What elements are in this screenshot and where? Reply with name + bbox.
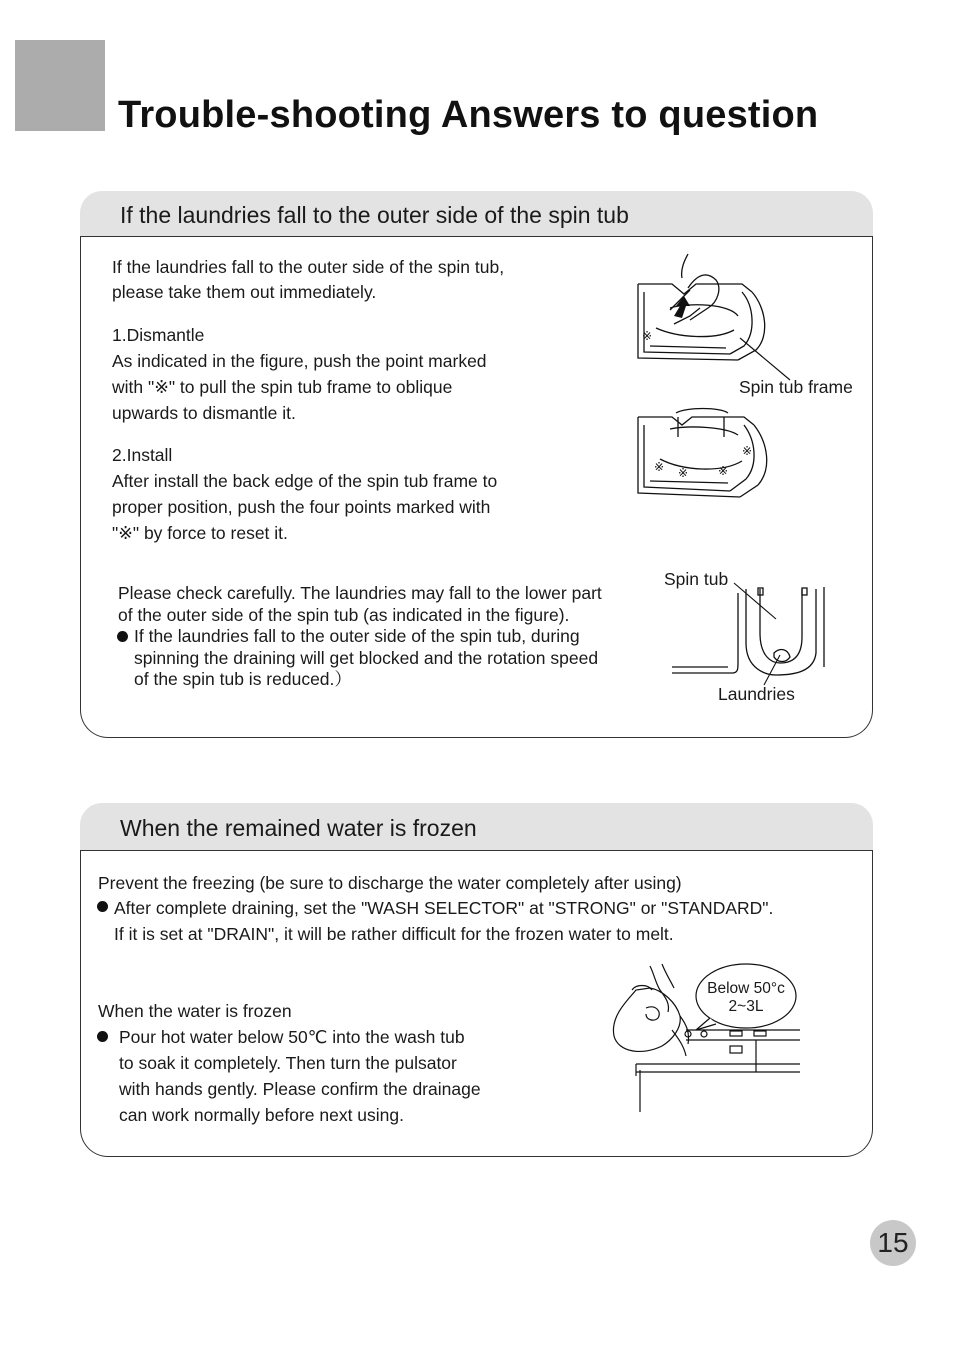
- bubble-volume: 2~3L: [728, 998, 764, 1015]
- prevent-heading: Prevent the freezing (be sure to discharge the water completely after using): [98, 873, 682, 893]
- dismantle-line: with "※" to pull the spin tub frame to oblique: [112, 377, 453, 397]
- section-frozen-header: [80, 803, 873, 851]
- asterisk-mark: ※: [654, 460, 665, 474]
- bullet-dot: [117, 631, 128, 642]
- section-laundries-title: If the laundries fall to the outer side of the spin tub: [120, 202, 629, 228]
- frozen-bullet-line: can work normally before next using.: [119, 1105, 404, 1125]
- frozen-bullet-line: Pour hot water below 50℃ into the wash tub: [119, 1027, 465, 1047]
- prevent-bullet-block: [114, 895, 773, 947]
- install-line: After install the back edge of the spin tub frame to: [112, 471, 498, 491]
- check-bullet-line: If the laundries fall to the outer side of the spin tub, during: [134, 626, 580, 646]
- check-bullet-line: spinning the draining will get blocked and the rotation speed: [134, 647, 599, 668]
- section-frozen-title: When the remained water is frozen: [120, 815, 477, 841]
- frozen-heading: When the water is frozen: [98, 1001, 292, 1021]
- dismantle-heading: 1.Dismantle: [112, 325, 205, 345]
- spin-tub-label: Spin tub: [664, 569, 729, 589]
- check-line: of the outer side of the spin tub (as indicated in the figure).: [118, 604, 570, 625]
- install-block: [112, 442, 497, 546]
- asterisk-mark: ※: [642, 329, 653, 343]
- header-decoration-square: [15, 40, 105, 131]
- laundries-label: Laundries: [718, 684, 795, 704]
- spin-tub-section-figure: [668, 583, 838, 683]
- bullet-dot: [97, 901, 108, 912]
- prevent-bullet-line: After complete draining, set the "WASH SELECTOR" at "STRONG" or "STANDARD".: [114, 898, 774, 918]
- asterisk-mark: ※: [718, 464, 729, 478]
- temperature-bubble: [704, 980, 788, 1016]
- bullet-dot: [97, 1031, 108, 1042]
- frozen-bullet-line: with hands gently. Please confirm the drainage: [119, 1079, 481, 1099]
- install-line: proper position, push the four points marked with: [112, 497, 491, 517]
- dismantle-line: upwards to dismantle it.: [112, 403, 296, 423]
- install-figure: [630, 405, 780, 505]
- intro-text: [112, 255, 504, 305]
- intro-line: please take them out immediately.: [112, 282, 377, 302]
- dismantle-line: As indicated in the figure, push the point marked: [112, 351, 487, 371]
- bubble-temp: Below 50°c: [707, 980, 785, 997]
- install-heading: 2.Install: [112, 445, 173, 465]
- page-number-badge: 15: [870, 1220, 916, 1266]
- section-laundries-header: [80, 191, 873, 237]
- check-block: [118, 583, 602, 626]
- asterisk-mark: ※: [678, 466, 689, 480]
- install-line: "※" by force to reset it.: [112, 523, 288, 543]
- dismantle-figure: [630, 250, 790, 380]
- dismantle-block: [112, 322, 487, 426]
- page-title: Trouble-shooting Answers to question: [118, 94, 819, 136]
- frozen-bullet-block: [119, 1024, 481, 1128]
- prevent-bullet-line: If it is set at "DRAIN", it will be rather difficult for the frozen water to melt.: [114, 924, 674, 944]
- spin-tub-frame-label: Spin tub frame: [739, 377, 853, 397]
- intro-line: If the laundries fall to the outer side of the spin tub,: [112, 257, 505, 277]
- check-bullet-line: of the spin tub is reduced.）: [134, 669, 352, 689]
- asterisk-mark: ※: [742, 444, 753, 458]
- check-bullet-block: [134, 626, 598, 691]
- frozen-bullet-line: to soak it completely. Then turn the pulsator: [119, 1053, 457, 1073]
- check-line: Please check carefully. The laundries may fall to the lower part: [118, 583, 602, 603]
